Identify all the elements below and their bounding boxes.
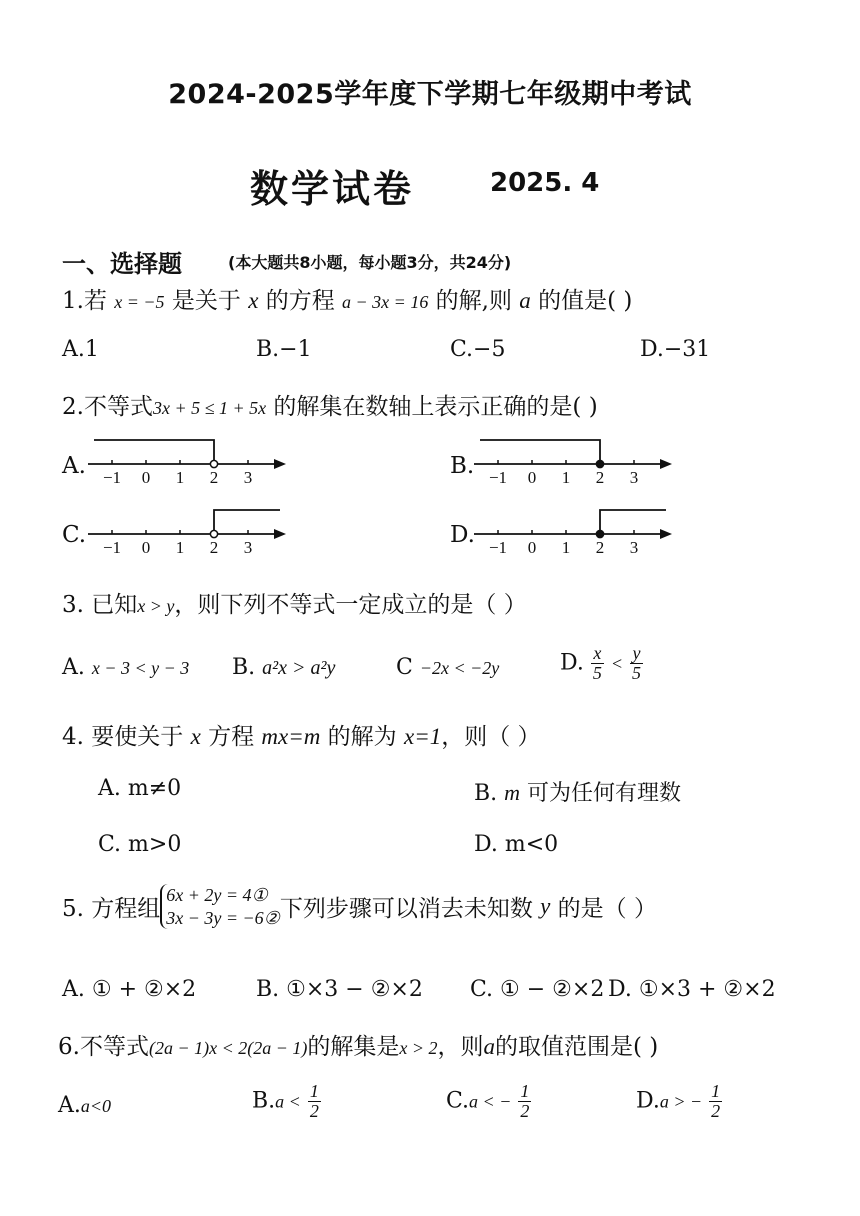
q1-option-d: D.−31	[640, 337, 711, 362]
question-5	[62, 884, 657, 929]
q6-text-mid1: 的解集是	[307, 1034, 400, 1060]
nl-a-tick-label: −1	[102, 468, 122, 487]
q2-option-d-label: D.	[450, 522, 475, 548]
q3-option-d-label: D.	[560, 650, 584, 676]
q2-number-line-a	[88, 430, 288, 492]
q6-option-d-frac	[709, 1082, 722, 1121]
nl-b-endpoint-closed	[596, 460, 603, 467]
q6-option-a-expr: a<0	[80, 1096, 112, 1116]
nl-a-arrow-icon	[274, 459, 286, 469]
nl-c-tick-label: 3	[243, 538, 253, 557]
q1-variable-a: a	[519, 288, 531, 313]
q5-equation-1: 6x + 2y = 4①	[166, 885, 268, 905]
q4-variable: x	[190, 724, 201, 749]
q3-d-den1: 5	[592, 662, 602, 683]
q2-option-c-label: C.	[62, 522, 87, 548]
q4-text-mid1: 方程	[200, 724, 262, 750]
paper-title: 数学试卷	[250, 167, 415, 211]
nl-d-tick-label: 1	[561, 538, 571, 557]
nl-d-tick-label: 2	[595, 538, 605, 557]
q6-option-d-label: D.	[636, 1088, 660, 1114]
section-note: (本大题共8小题，每小题3分，共24分)	[228, 253, 512, 272]
q1-option-a: A.1	[62, 337, 99, 362]
q6-option-c-label: C.	[446, 1088, 470, 1114]
q6-option-c	[446, 1082, 531, 1121]
q4-option-b-text: 可为任何有理数	[520, 781, 682, 806]
nl-c-tick-label: 2	[209, 538, 219, 557]
q6-variable: a	[483, 1034, 495, 1059]
q6-option-b-label: B.	[252, 1088, 276, 1114]
q3-option-d-frac-y	[630, 644, 643, 683]
q1-text-mid3: 的解,则	[428, 288, 520, 314]
q6-b-num: 1	[309, 1081, 319, 1101]
q1-text-mid1: 是关于	[164, 288, 249, 314]
q1-text-mid2: 的方程	[258, 288, 343, 314]
q5-equation-2: 3x − 3y = −6②	[166, 907, 280, 928]
question-3	[62, 586, 527, 619]
q2-number-line-c	[88, 500, 288, 562]
nl-a-tick-label: 2	[209, 468, 219, 487]
q6-option-d-pre: a > −	[659, 1091, 703, 1112]
q1-text-post: 的值是( )	[530, 288, 633, 314]
q6-option-c-frac	[518, 1082, 531, 1121]
nl-d-arrow-icon	[660, 529, 672, 539]
q3-option-b	[232, 655, 335, 680]
q6-inequality: (2a − 1)x < 2(2a − 1)	[148, 1038, 308, 1058]
q5-option-b: B. ①×3 − ②×2	[256, 977, 423, 1002]
q1-equation: a − 3x = 16	[342, 292, 429, 312]
nl-a-tick-label: 0	[141, 468, 151, 487]
q6-option-b-pre: a <	[275, 1091, 301, 1112]
nl-b-tick-label: 1	[561, 468, 571, 487]
section-heading: 一、选择题	[62, 250, 182, 278]
question-1	[62, 282, 632, 315]
nl-a-tick-label: 3	[243, 468, 253, 487]
q3-d-num1: x	[591, 644, 604, 664]
q2-text-pre: 2.不等式	[62, 394, 153, 420]
q6-option-c-pre: a < −	[469, 1091, 512, 1112]
q1-text-pre: 1.若	[62, 288, 115, 314]
q5-equation-system	[160, 884, 280, 929]
q2-option-b-label: B.	[450, 453, 475, 479]
q5-option-a: A. ① + ②×2	[62, 977, 197, 1002]
q6-d-den: 2	[711, 1100, 721, 1121]
q5-option-d: D. ①×3 + ②×2	[608, 977, 776, 1002]
q4-equation: mx=m	[261, 724, 321, 749]
nl-a-tick-label: 1	[175, 468, 185, 487]
q3-text-pre: 3. 已知	[62, 592, 138, 618]
q3-option-d-op: <	[610, 653, 624, 674]
q6-d-num: 1	[711, 1081, 721, 1101]
q2-text-post: 的解集在数轴上表示正确的是( )	[266, 394, 598, 420]
q6-option-a	[58, 1093, 111, 1118]
nl-d-tick-label: 3	[629, 538, 639, 557]
q2-option-a-label: A.	[62, 453, 86, 479]
nl-c-endpoint-open	[210, 530, 217, 537]
nl-d-tick-label: −1	[488, 538, 508, 557]
q1-variable: x	[248, 288, 259, 313]
nl-c-tick-label: 1	[175, 538, 185, 557]
q3-option-d-frac-x	[591, 644, 604, 683]
q5-variable: y	[540, 893, 551, 919]
q4-option-b	[474, 776, 681, 807]
nl-d-endpoint-closed	[596, 530, 603, 537]
nl-d-solution-ray	[600, 510, 666, 530]
paper-date: 2025. 4	[490, 168, 600, 198]
q3-option-c-expr: −2x < −2y	[419, 658, 500, 678]
q4-solution: x=1	[404, 724, 442, 749]
question-4	[62, 718, 541, 751]
q3-option-a-expr: x − 3 < y − 3	[91, 658, 190, 678]
q4-option-b-var: m	[504, 780, 521, 805]
q5-text-pre: 5. 方程组	[62, 896, 161, 922]
q6-text-post: 的取值范围是( )	[495, 1034, 659, 1060]
q2-inequality: 3x + 5 ≤ 1 + 5x	[152, 398, 267, 418]
q3-d-den2: 5	[632, 662, 642, 683]
q6-c-num: 1	[520, 1081, 530, 1101]
q6-option-b-frac	[308, 1082, 321, 1121]
question-2	[62, 388, 598, 421]
q4-option-c: C. m>0	[98, 832, 182, 857]
nl-b-tick-label: 3	[629, 468, 639, 487]
q2-number-line-d	[474, 500, 674, 562]
q4-option-a: A. m≠0	[98, 776, 182, 801]
q3-option-c-label: C	[396, 655, 413, 680]
q1-option-b: B.−1	[256, 337, 312, 362]
q5-text-post: 的是（ ）	[550, 896, 657, 922]
nl-b-tick-label: −1	[488, 468, 508, 487]
nl-c-tick-label: −1	[102, 538, 122, 557]
q3-option-a	[62, 655, 189, 680]
q6-text-mid2: ，则	[437, 1034, 484, 1060]
q5-option-c: C. ① − ②×2	[470, 977, 605, 1002]
nl-b-arrow-icon	[660, 459, 672, 469]
nl-c-tick-label: 0	[141, 538, 151, 557]
nl-c-solution-ray	[214, 510, 280, 530]
nl-a-endpoint-open	[210, 460, 217, 467]
q3-condition: x > y	[137, 596, 175, 616]
exam-title: 2024-2025学年度下学期七年级期中考试	[168, 79, 692, 110]
q6-text-pre: 6.不等式	[58, 1034, 149, 1060]
q1-condition: x = −5	[114, 292, 165, 312]
nl-b-tick-label: 0	[527, 468, 537, 487]
q4-option-d: D. m<0	[474, 832, 559, 857]
q3-text-post: ，则下列不等式一定成立的是（ ）	[174, 592, 527, 618]
q6-solution: x > 2	[399, 1038, 438, 1058]
q4-option-b-label: B.	[474, 781, 505, 806]
q3-option-c	[396, 655, 499, 680]
nl-b-solution-ray	[480, 440, 600, 460]
q1-option-c: C.−5	[450, 337, 506, 362]
q3-option-b-expr: a²x > a²y	[262, 657, 336, 679]
q4-text-pre: 4. 要使关于	[62, 724, 191, 750]
q4-text-post: ，则（ ）	[441, 724, 541, 750]
nl-d-tick-label: 0	[527, 538, 537, 557]
q3-option-a-label: A.	[62, 655, 85, 680]
q6-c-den: 2	[520, 1100, 530, 1121]
q6-option-a-label: A.	[58, 1093, 81, 1118]
q3-d-num2: y	[630, 644, 643, 664]
q4-text-mid2: 的解为	[320, 724, 404, 750]
q6-option-d	[636, 1082, 722, 1121]
q6-option-b	[252, 1082, 321, 1121]
q2-number-line-b	[474, 430, 674, 492]
question-6	[58, 1028, 658, 1061]
q6-b-den: 2	[309, 1100, 319, 1121]
q3-option-d	[560, 644, 643, 683]
nl-b-tick-label: 2	[595, 468, 605, 487]
nl-a-solution-ray	[94, 440, 214, 460]
q5-text-mid: 下列步骤可以消去未知数	[279, 896, 541, 922]
nl-c-arrow-icon	[274, 529, 286, 539]
q3-option-b-label: B.	[232, 655, 256, 680]
